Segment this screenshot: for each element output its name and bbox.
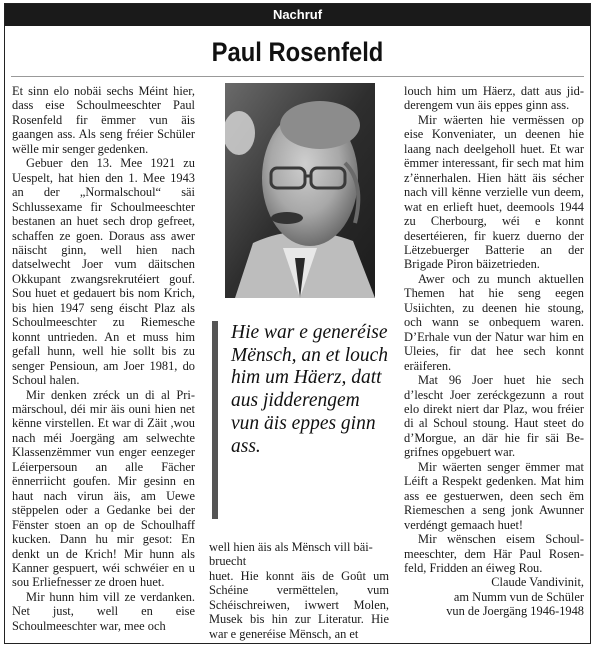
- article: [4, 3, 591, 644]
- title-divider: [11, 76, 584, 77]
- paragraph: Mir wäerten senger ëmmer mat Léift a Respekt gedenken. Mat him ass ee gestuerwen, deen sech ëm Riemeschen a seng jonk Awunner verdéngt gemaach huet!: [404, 459, 584, 532]
- paragraph: louch him um Häerz, datt aus jidderengem vun äis eppes ginn ass.: [404, 84, 584, 113]
- paragraph: Mat 96 Joer huet hie sech d’lescht Joer zeréckgezunn a rout elo direkt niert dar Plaz, wou fréier di al Schoul stoung. Haut steet do d’Morgue, an där hie fir säi Begrifnes opgebuert war.: [404, 373, 584, 460]
- signature-line: Claude Vandivinit,: [491, 575, 584, 590]
- text-column-1: [12, 84, 195, 633]
- paragraph: Awer och zu munch aktuellen Themen hat hie seng eegen Usiichten, zu deenen hie stoung, och wann se onbequem waren. D’Erhale vun der Natur war him en Uleies, fir dat hee sech konnt eräiferen.: [404, 271, 584, 373]
- signature-line: am Numm vun de Schüler: [453, 589, 584, 604]
- article-title: Paul Rosenfeld: [211, 37, 384, 67]
- text-column-3: [404, 84, 584, 619]
- paragraph: well hien äis als Mënsch vill bäibruecht: [209, 540, 373, 569]
- portrait-photo: [225, 83, 375, 298]
- paragraph: Mir wënschen eisem Schoulmeeschter, dem Här Paul Rosenfeld, Fridden an éiweg Rou.: [404, 532, 584, 575]
- paragraph: Mir denken zréck un di al Primärschoul, déi mir äis ouni hien net kënne virstellen. Et war di Zäit ,wou nach méi Joergäng am selwechte Klassenzëmmer vun enger eenzeger Léierpersoun an alle Fächer ënnerriicht goufen. Mir gesinn en haut nach virun äis, am Uewe stëppelen oder a Gedanke bei der Fënster stoen an op de Schoulhaff kucken. Dann hu mir gesot: En denkt un de Krich! Mir hunn als Kanner gespuert, wéi schwéier en u sou Erliefnesser ze droen huet.: [12, 387, 195, 590]
- paragraph: Mir hunn him vill ze verdanken. Net just, well en eise Schoulmeeschter war, mee och: [12, 589, 195, 633]
- paragraph: Mir wäerten hie vermëssen op eise Konveniater, un deenen hie laang nach deelgeholl huet. Et war ëmmer interessant, fir sech mat him z’ënnerhalen. Hien hätt äis sécher nach vill kënne verzielle vun deem, wat en erlieft huet, deemools 1944 zu Cherbourg, wéi e konnt desertéieren, fir kuerz duerno der Lëtzebuerger Batterie an der Brigade Piron bäizetrieden.: [404, 112, 584, 272]
- pullquote-bar: [212, 321, 218, 519]
- pullquote: Hie war e generéise Mënsch, an et louch him um Häerz, datt aus jidderengem vun äis eppes ginn ass.: [231, 322, 389, 457]
- section-header: Nachruf: [5, 4, 590, 26]
- text-column-2: [209, 540, 389, 641]
- portrait-image: [225, 83, 375, 298]
- paragraph: huet. Hie konnt äis de Goût um Schéine vermëttelen, vum Schéischreiwen, iwwert Molen, Musek bis hin zur Literatur. Hie war e generéise Mënsch, an et: [209, 568, 389, 641]
- paragraph: Gebuer den 13. Mee 1921 zu Uespelt, hat hien den 1. Mee 1943 an der „Normalschoul“ säi Schlussexame fir Schoulmeeschter bestanen an huet sech drop gefreet, schaffen ze goen. Doraus ass awer näischt ginn, well hien nach datselwecht Joer vum däitschen Okkupant zwangsrekrutéiert gouf. Sou huet et gedauert bis nom Krich, bis hien 1947 seng éischt Plaz als Schoulmeeschter zu Riemesche konnt untrieden. An et muss him gefall hunn, well hie sollt bis zu senger Pensioun, am Joer 1981, do Schoul halen.: [12, 156, 195, 388]
- paragraph: Et sinn elo nobäi sechs Méint hier, dass eise Schoulmeeschter Paul Rosenfeld fir ëmmer vun äis gaangen ass. Als seng fréier Schüler wëlle mir senger gedenken.: [12, 84, 195, 156]
- signature-line: vun de Joergäng 1946-1948: [446, 604, 584, 619]
